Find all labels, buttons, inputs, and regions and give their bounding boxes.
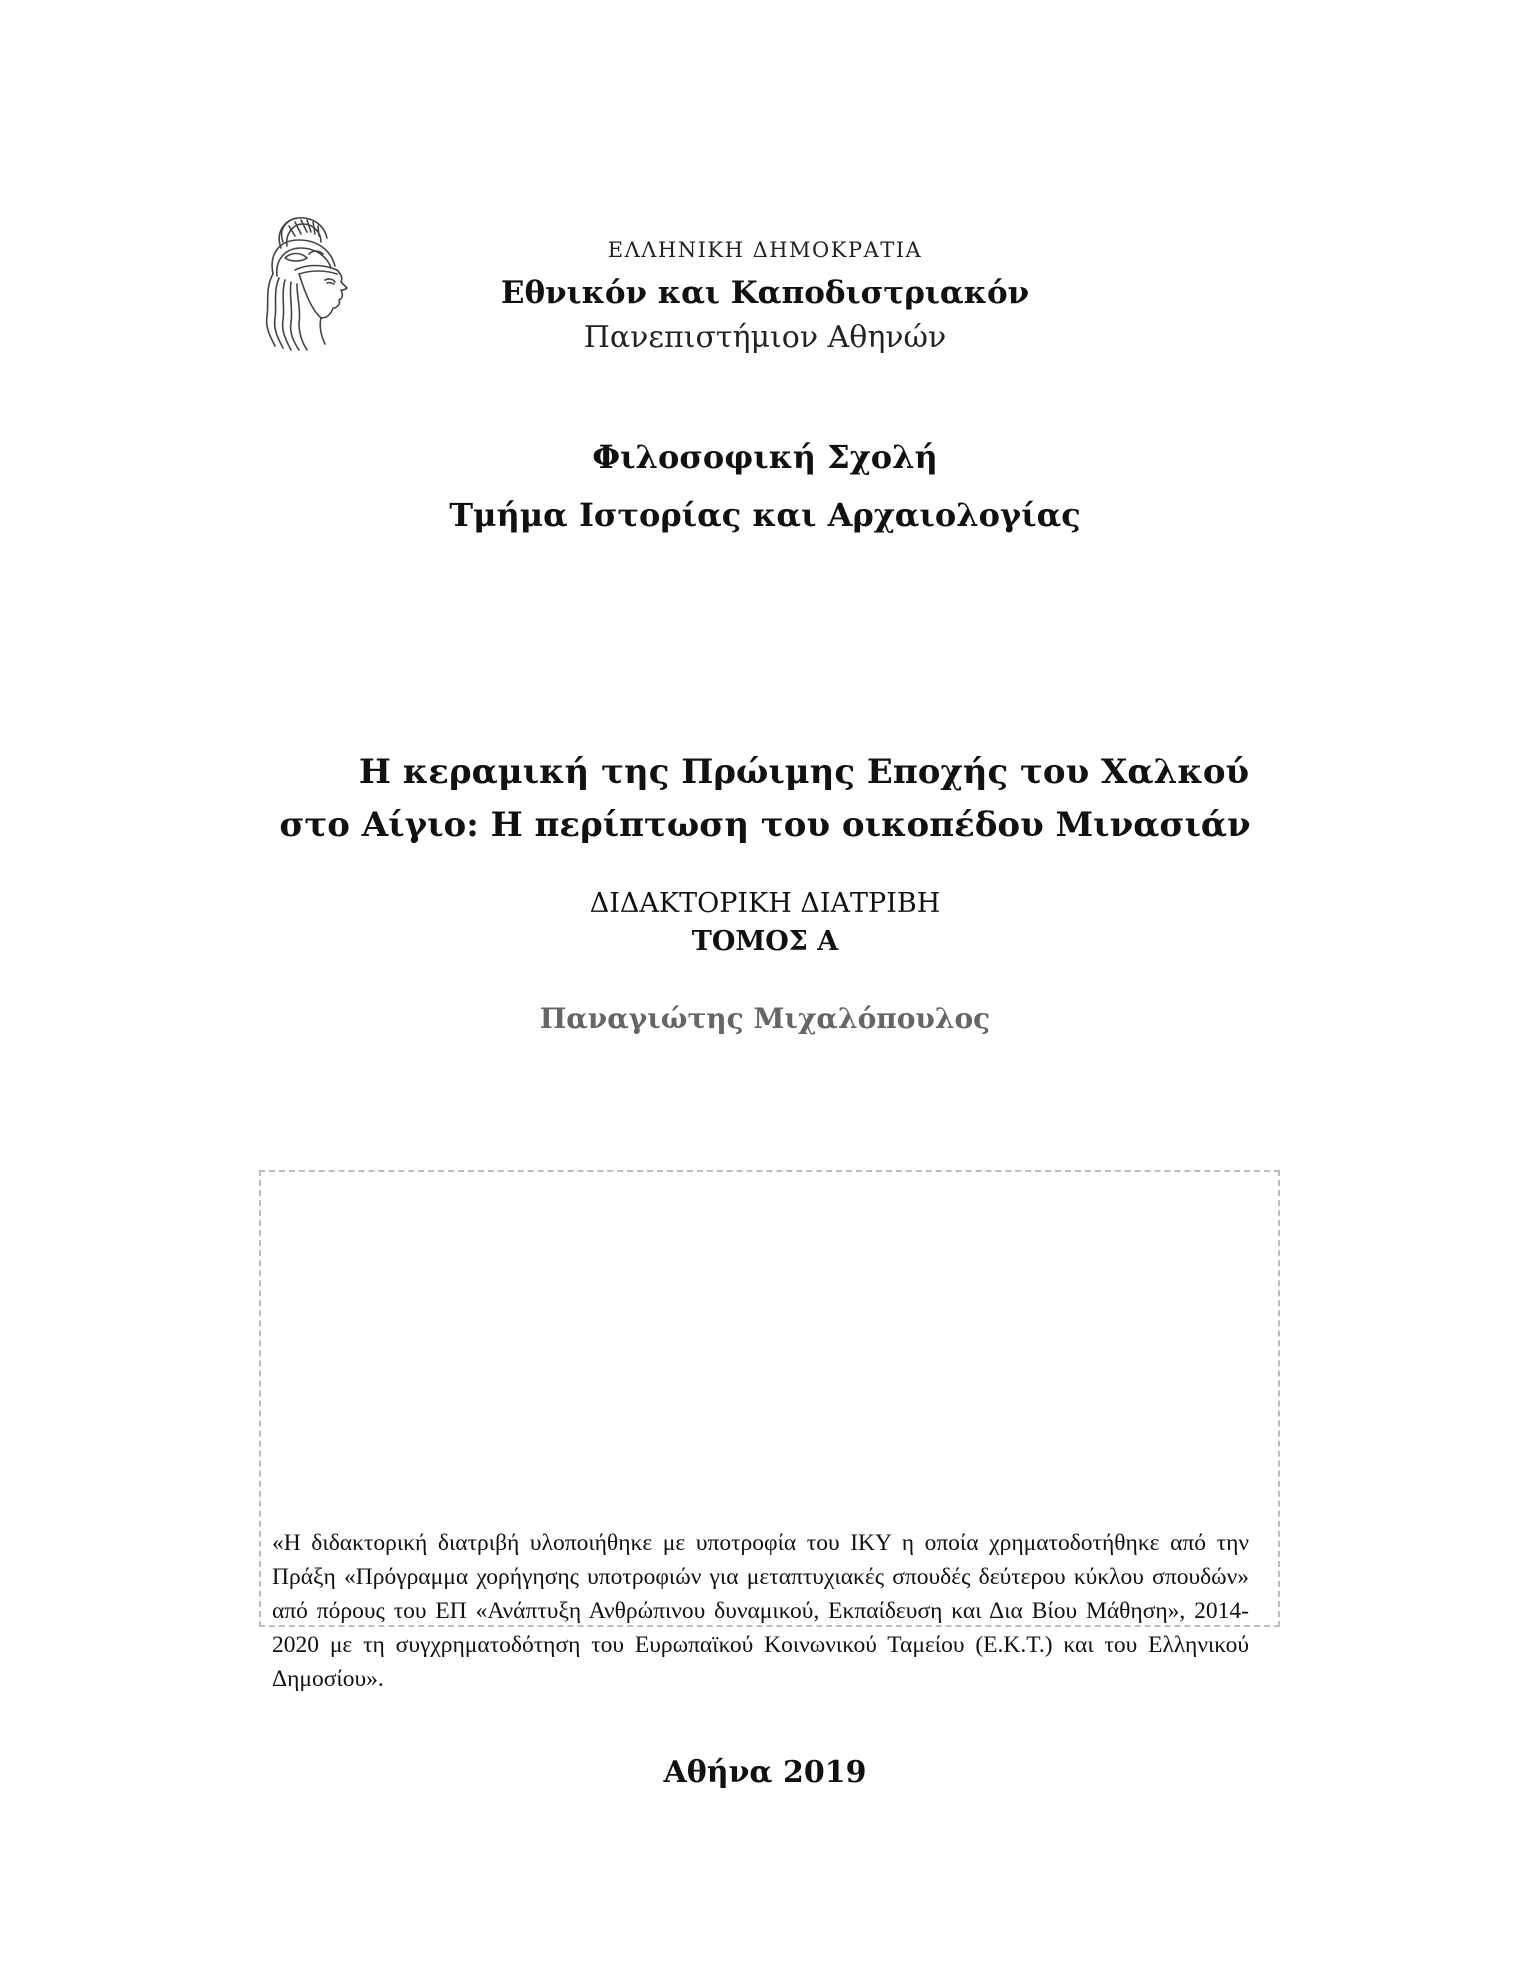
- thesis-title-line2: στο Αίγιο: Η περίπτωση του οικοπέδου Μινασιάν: [279, 805, 1251, 845]
- country-name: ΕΛΛΗΝΙΚΗ ΔΗΜΟΚΡΑΤΙΑ: [607, 238, 923, 262]
- university-name-line1: Εθνικόν και Καποδιστριακόν: [500, 275, 1030, 311]
- thesis-type: ΔΙΔΑΚΤΟΡΙΚΗ ΔΙΑΤΡΙΒΗ: [589, 888, 941, 919]
- volume-label: ΤΟΜΟΣ Α: [691, 926, 839, 957]
- place-and-year: Αθήνα 2019: [663, 1755, 867, 1790]
- thesis-title-line1: Η κεραμική της Πρώιμης Εποχής του Χαλκού: [358, 752, 1250, 792]
- department-name: Τμήμα Ιστορίας και Αρχαιολογίας: [449, 496, 1081, 534]
- school-name: Φιλοσοφική Σχολή: [592, 438, 938, 476]
- funding-note: «Η διδακτορική διατριβή υλοποιήθηκε με υποτροφία του ΙΚΥ η οποία χρηματοδοτήθηκε από την Πράξη «Πρόγραμμα χορήγησης υποτροφιών για μεταπτυχιακές σπουδές δεύτερου κύκλου σπουδών» από πόρους του ΕΠ «Ανάπτυξη Ανθρώπινου δυναμικού, Εκπαίδευση και Δια Βίου Μάθηση», 2014-2020 με τη συγχρηματοδότηση του Ευρωπαϊκού Κοινωνικού Ταμείου (Ε.Κ.Τ.) και του Ελληνικού Δημοσίου».: [272, 1530, 1249, 1692]
- university-name-line2: Πανεπιστήμιον Αθηνών: [583, 320, 947, 355]
- author-name: Παναγιώτης Μιχαλόπουλος: [539, 1002, 991, 1035]
